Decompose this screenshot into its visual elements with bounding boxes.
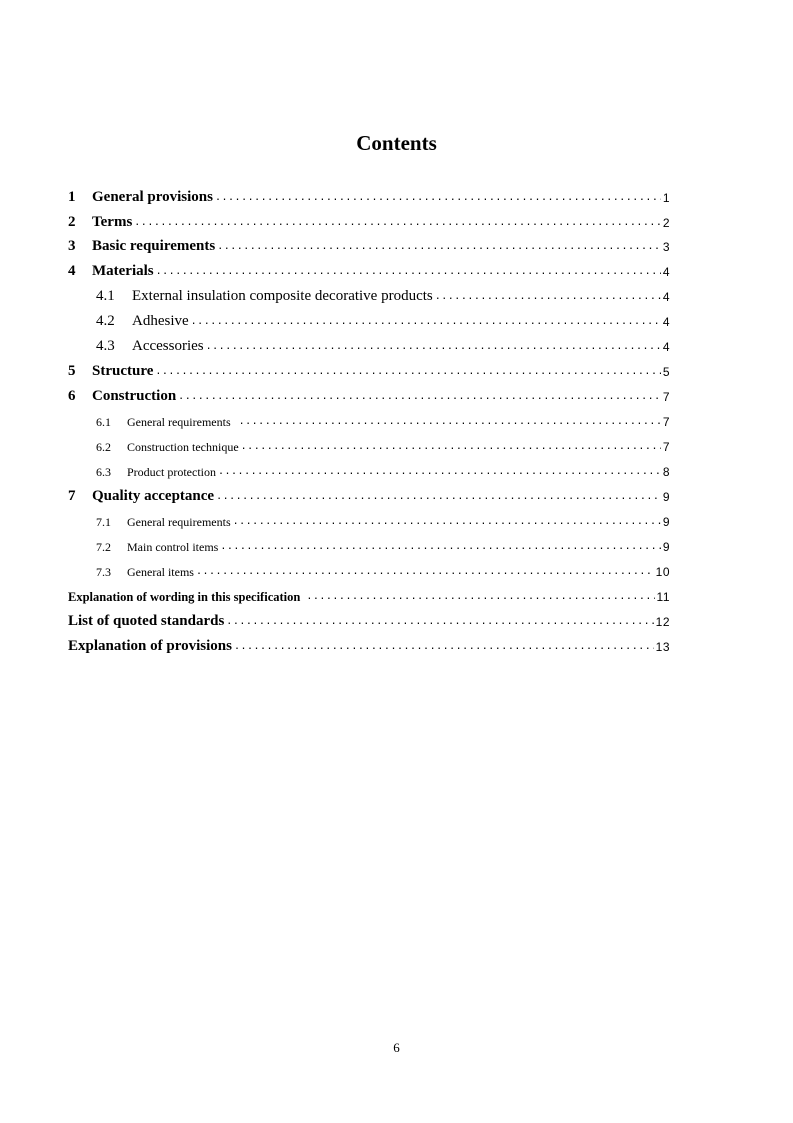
- toc-entry-number: 6.1: [96, 415, 111, 429]
- toc-entry-page: 12: [655, 615, 670, 629]
- toc-entry-basic-requirements[interactable]: [68, 233, 670, 255]
- toc-entry-general-provisions[interactable]: [68, 184, 670, 206]
- toc-entry-accessories[interactable]: [96, 333, 670, 355]
- toc-entry-quoted-standards[interactable]: [68, 608, 670, 630]
- toc-entry-number: 2: [68, 214, 76, 230]
- toc-entry-construction[interactable]: [68, 383, 670, 405]
- toc-entry-page: 2: [662, 216, 670, 230]
- toc-entry-label: List of quoted standards: [68, 613, 225, 629]
- toc-entry-label: Main control items: [127, 540, 219, 554]
- leader-dots: [156, 266, 661, 278]
- leader-dots: [215, 192, 661, 204]
- toc-entry-label: Accessories: [132, 338, 204, 354]
- toc-entry-label: Structure: [92, 363, 154, 379]
- toc-entry-label: Construction: [92, 388, 177, 404]
- toc-entry-label: Quality acceptance: [92, 488, 215, 504]
- toc-entry-page: 4: [662, 315, 670, 329]
- toc-entry-page: 3: [662, 240, 670, 254]
- toc-entry-page: 5: [662, 365, 670, 379]
- toc-entry-number: 4.2: [96, 313, 115, 329]
- toc-entry-label: External insulation composite decorative products: [132, 288, 433, 304]
- toc-entry-explanation-of-provisions[interactable]: [68, 633, 670, 655]
- toc-entry-terms[interactable]: [68, 209, 670, 231]
- leader-dots: [220, 541, 660, 553]
- toc-entry-number: 4.1: [96, 288, 115, 304]
- toc-entry-acceptance-general-requirements[interactable]: [96, 508, 670, 530]
- toc-entry-construction-technique[interactable]: [96, 433, 670, 455]
- toc-entry-page: 1: [662, 191, 670, 205]
- toc-entry-product-protection[interactable]: [96, 458, 670, 480]
- leader-dots: [233, 516, 661, 528]
- toc-entry-page: 4: [662, 340, 670, 354]
- toc-entry-page: 4: [662, 290, 670, 304]
- toc-entry-number: 7.2: [96, 540, 111, 554]
- toc-entry-insulation-products[interactable]: [96, 283, 670, 305]
- toc-entry-structure[interactable]: [68, 358, 670, 380]
- toc-entry-number: 6.2: [96, 440, 111, 454]
- leader-dots: [191, 316, 661, 328]
- toc-entry-adhesive[interactable]: [96, 308, 670, 330]
- toc-entry-label: General items: [127, 565, 194, 579]
- leader-dots: [306, 591, 654, 603]
- toc-entry-label: Terms: [92, 214, 133, 230]
- leader-dots: [435, 291, 661, 303]
- leader-dots: [217, 241, 661, 253]
- toc-entry-page: 8: [662, 465, 670, 479]
- leader-dots: [218, 466, 661, 478]
- toc-entry-page: 13: [655, 640, 670, 654]
- toc-entry-number: 1: [68, 189, 76, 205]
- toc-entry-page: 11: [656, 590, 670, 604]
- leader-dots: [178, 391, 661, 403]
- toc-entry-label: Explanation of wording in this specification: [68, 590, 301, 604]
- toc-entry-page: 7: [662, 390, 670, 404]
- toc-entry-construction-general-requirements[interactable]: [96, 408, 670, 430]
- toc-entry-quality-acceptance[interactable]: [68, 483, 670, 505]
- toc-entry-label: General requirements: [127, 415, 231, 429]
- toc-entry-label: General requirements: [127, 515, 231, 529]
- toc-entry-number: 6: [68, 388, 76, 404]
- leader-dots: [196, 566, 654, 578]
- toc-entry-page: 7: [662, 440, 670, 454]
- toc-entry-general-items[interactable]: [96, 558, 670, 580]
- toc-entry-materials[interactable]: [68, 258, 670, 280]
- toc-entry-number: 4: [68, 263, 76, 279]
- toc-entry-label: Product protection: [127, 465, 216, 479]
- leader-dots: [216, 491, 661, 503]
- toc-entry-label: Materials: [92, 263, 154, 279]
- page-number: 6: [393, 1040, 400, 1055]
- leader-dots: [239, 416, 661, 428]
- toc-entry-page: 9: [662, 540, 670, 554]
- leader-dots: [234, 641, 654, 653]
- toc-entry-page: 9: [662, 490, 670, 504]
- toc-entry-page: 7: [662, 415, 670, 429]
- toc-entry-label: Explanation of provisions: [68, 638, 232, 654]
- toc-entry-label: Construction technique: [127, 440, 239, 454]
- toc-entry-label: Basic requirements: [92, 238, 216, 254]
- toc-entry-number: 7: [68, 488, 76, 504]
- leader-dots: [155, 366, 660, 378]
- toc-entry-number: 6.3: [96, 465, 111, 479]
- toc-entry-page: 4: [662, 265, 670, 279]
- toc-entry-number: 7.3: [96, 565, 111, 579]
- toc-entry-number: 4.3: [96, 338, 115, 354]
- toc-entry-number: 3: [68, 238, 76, 254]
- toc-entry-explanation-of-wording[interactable]: [68, 583, 670, 605]
- toc-entry-main-control-items[interactable]: [96, 533, 670, 555]
- toc-entry-number: 5: [68, 363, 76, 379]
- toc-entry-label: Adhesive: [132, 313, 189, 329]
- leader-dots: [206, 341, 661, 353]
- page-title: Contents: [356, 131, 437, 155]
- toc-entry-number: 7.1: [96, 515, 111, 529]
- toc-entry-page: 9: [662, 515, 670, 529]
- toc-entry-page: 10: [655, 565, 670, 579]
- leader-dots: [134, 217, 661, 229]
- toc-entry-label: General provisions: [92, 189, 213, 205]
- leader-dots: [241, 441, 661, 453]
- leader-dots: [226, 616, 653, 628]
